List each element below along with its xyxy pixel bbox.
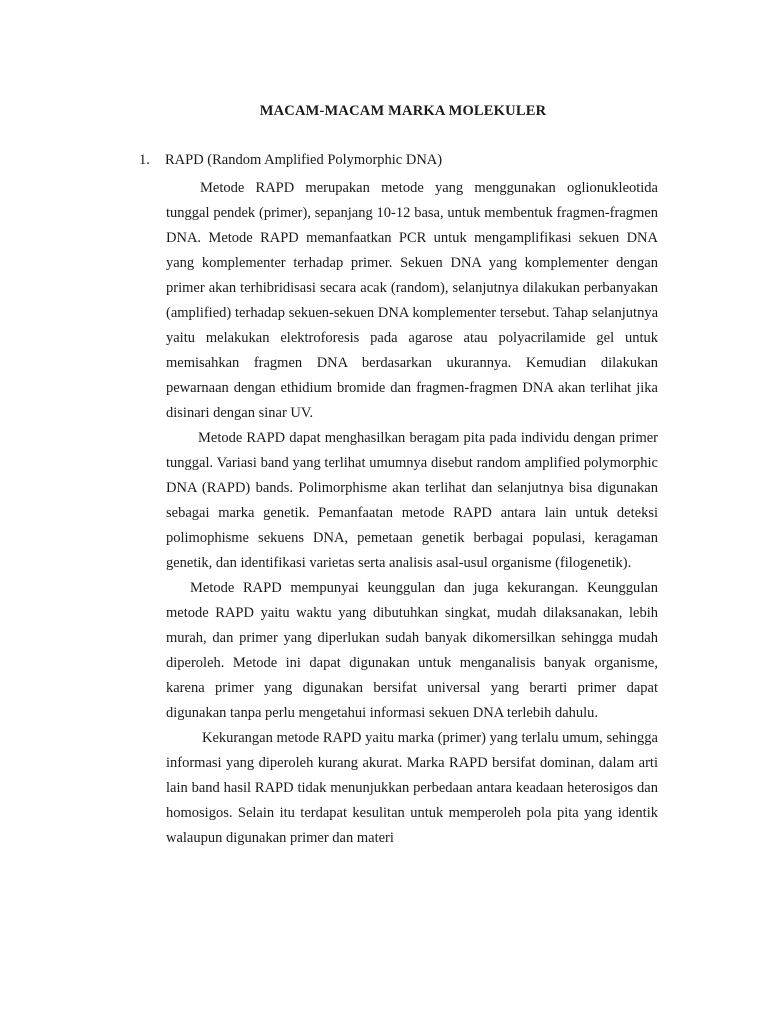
section-number: 1. xyxy=(139,152,150,168)
paragraph: Metode RAPD dapat menghasilkan beragam pita pada individu dengan primer tunggal. Variasi band yang terlihat umumnya disebut random amplified polymorphic DNA (RAPD) bands. Polimorphisme akan terlihat dan selanjutnya bisa digunakan sebagai marka genetik. Pemanfaatan metode RAPD antara lain untuk deteksi polimophisme sekuens DNA, pemetaan genetik berbagai populasi, keragaman genetik, dan identifikasi varietas serta analisis asal-usul organisme (filogenetik). xyxy=(166,430,658,571)
section-body xyxy=(166,176,658,851)
document-title: MACAM-MACAM MARKA MOLEKULER xyxy=(259,103,547,119)
section-heading-text: RAPD (Random Amplified Polymorphic DNA) xyxy=(165,152,443,168)
paragraph: Kekurangan metode RAPD yaitu marka (primer) yang terlalu umum, sehingga informasi yang diperoleh kurang akurat. Marka RAPD bersifat dominan, dalam arti lain band hasil RAPD tidak menunjukkan perbedaan antara keadaan heterosigos dan homosigos. Selain itu terdapat kesulitan untuk memperoleh pola pita yang identik walaupun digunakan primer dan materi xyxy=(166,730,658,846)
section-heading xyxy=(139,152,442,169)
paragraph: Metode RAPD merupakan metode yang menggunakan oglionukleotida tunggal pendek (primer), sepanjang 10-12 basa, untuk membentuk fragmen-fragmen DNA. Metode RAPD memanfaatkan PCR untuk mengamplifikasi sekuen DNA yang komplementer terhadap primer. Sekuen DNA yang komplementer dengan primer akan terhibridisasi secara acak (random), selanjutnya dilakukan perbanyakan (amplified) terhadap sekuen-sekuen DNA komplementer tersebut. Tahap selanjutnya yaitu melakukan elektroforesis pada agarose atau polyacrilamide gel untuk memisahkan fragmen DNA berdasarkan ukurannya. Kemudian dilakukan pewarnaan dengan ethidium bromide dan fragmen-fragmen DNA akan terlihat jika disinari dengan sinar UV. xyxy=(166,180,658,421)
paragraph: Metode RAPD mempunyai keunggulan dan juga kekurangan. Keunggulan metode RAPD yaitu waktu yang dibutuhkan singkat, mudah dilaksanakan, lebih murah, dan primer yang diperlukan sudah banyak dikomersilkan sehingga mudah diperoleh. Metode ini dapat digunakan untuk menganalisis banyak organisme, karena primer yang digunakan bersifat universal yang berarti primer dapat digunakan tanpa perlu mengetahui informasi sekuen DNA terlebih dahulu. xyxy=(166,580,658,721)
